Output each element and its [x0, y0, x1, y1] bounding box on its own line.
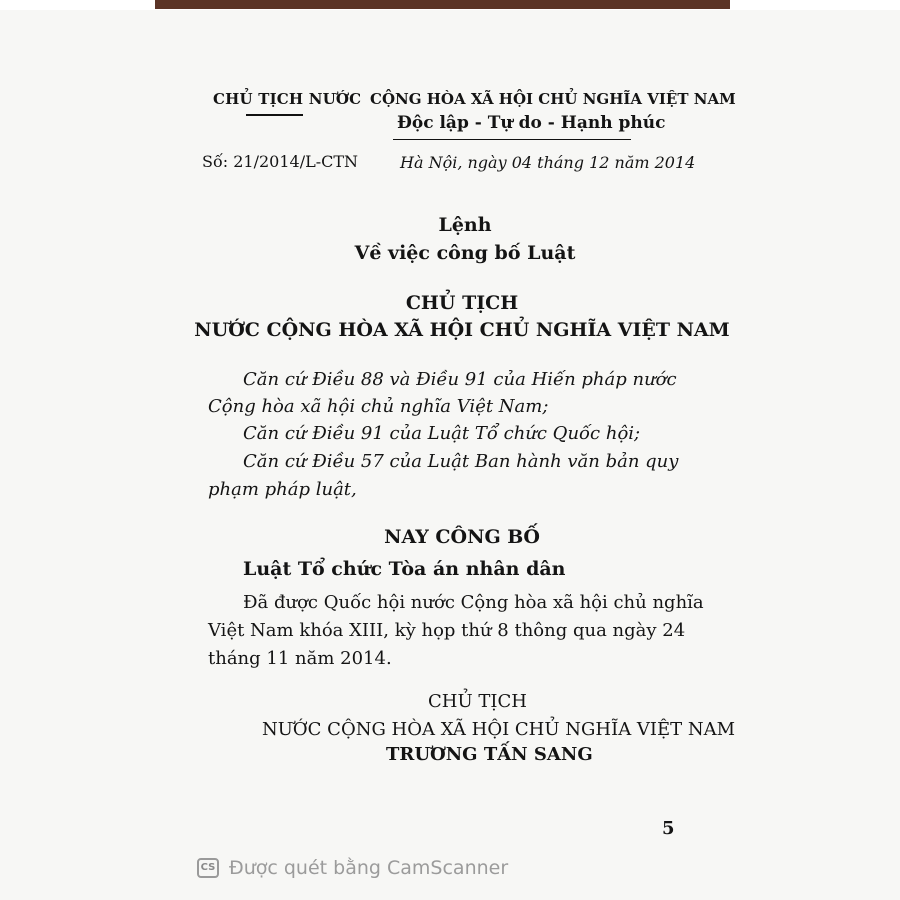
basis-3-line-2: phạm pháp luật,	[208, 479, 357, 500]
document-subject: Về việc công bố Luật	[354, 242, 576, 264]
signatory-name: TRƯƠNG TẤN SANG	[386, 744, 593, 765]
national-motto: Độc lập - Tự do - Hạnh phúc	[397, 113, 666, 133]
document-number: Số: 21/2014/L-CTN	[202, 152, 359, 171]
issuer-block-org: NƯỚC CỘNG HÒA XÃ HỘI CHỦ NGHĨA VIỆT NAM	[194, 319, 730, 341]
page-number: 5	[662, 818, 675, 839]
document-title: Lệnh	[438, 214, 492, 236]
law-name: Luật Tổ chức Tòa án nhân dân	[243, 558, 566, 580]
passage-line-3: tháng 11 năm 2014.	[208, 648, 392, 669]
issuer-underline	[246, 114, 303, 116]
basis-2: Căn cứ Điều 91 của Luật Tổ chức Quốc hội;	[243, 423, 641, 444]
passage-line-2: Việt Nam khóa XIII, kỳ họp thứ 8 thông qua ngày 24	[208, 620, 686, 641]
signature-title: CHỦ TỊCH	[428, 691, 527, 712]
motto-underline	[393, 139, 631, 140]
basis-3-line-1: Căn cứ Điều 57 của Luật Ban hành văn bản quy	[243, 451, 679, 472]
basis-1-line-2: Cộng hòa xã hội chủ nghĩa Việt Nam;	[208, 396, 549, 417]
basis-1-line-1: Căn cứ Điều 88 và Điều 91 của Hiến pháp nước	[243, 369, 677, 390]
issuer-header: CHỦ TỊCH NƯỚC	[213, 90, 362, 108]
signature-org: NƯỚC CỘNG HÒA XÃ HỘI CHỦ NGHĨA VIỆT NAM	[262, 719, 736, 740]
nation-header: CỘNG HÒA XÃ HỘI CHỦ NGHĨA VIỆT NAM	[370, 90, 736, 108]
place-and-date: Hà Nội, ngày 04 tháng 12 năm 2014	[400, 153, 696, 172]
issuer-block-title: CHỦ TỊCH	[405, 292, 519, 314]
passage-line-1: Đã được Quốc hội nước Cộng hòa xã hội chủ nghĩa	[243, 592, 704, 613]
scanner-watermark: Được quét bằng CamScanner	[229, 857, 509, 879]
proclamation-heading: NAY CÔNG BỐ	[384, 526, 540, 548]
camscanner-icon: CS	[197, 858, 219, 878]
